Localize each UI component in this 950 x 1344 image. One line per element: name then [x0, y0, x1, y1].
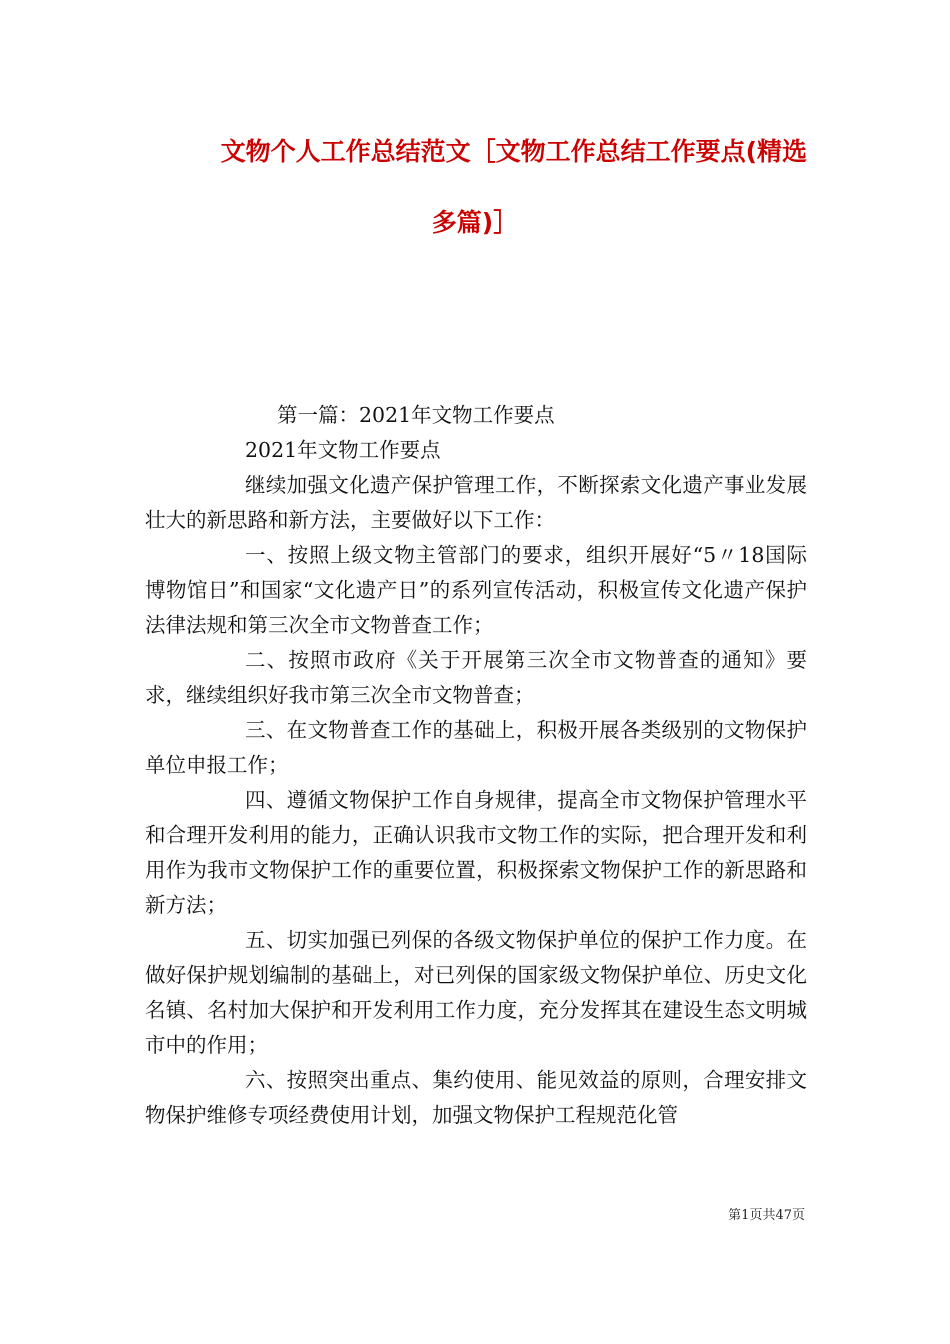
document-title-line-2: 多篇)］: [431, 208, 519, 237]
document-body: [145, 398, 807, 1133]
paragraph-item-3: 三、在文物普查工作的基础上，积极开展各类级别的文物保护单位申报工作；: [145, 718, 807, 777]
sub-heading: 2021年文物工作要点: [245, 438, 441, 462]
paragraph-item-5: 五、切实加强已列保的各级文物保护单位的保护工作力度。在做好保护规划编制的基础上，对已列保的国家级文物保护单位、历史文化名镇、名村加大保护和开发利用工作力度，充分发挥其在建设生态文明城市中的作用；: [145, 928, 807, 1057]
paragraph-item-4: 四、遵循文物保护工作自身规律，提高全市文物保护管理水平和合理开发利用的能力，正确认识我市文物工作的实际，把合理开发和利用作为我市文物保护工作的重要位置，积极探索文物保护工作的新思路和新方法；: [145, 788, 807, 917]
paragraph-intro: 继续加强文化遗产保护管理工作，不断探索文化遗产事业发展壮大的新思路和新方法，主要做好以下工作：: [145, 473, 807, 532]
paragraph-item-6: 六、按照突出重点、集约使用、能见效益的原则，合理安排文物保护维修专项经费使用计划，加强文物保护工程规范化管: [145, 1068, 807, 1127]
paragraph-item-2: 二、按照市政府《关于开展第三次全市文物普查的通知》要求，继续组织好我市第三次全市文物普查；: [145, 648, 807, 707]
page-number-footer: 第1页共47页: [728, 1208, 805, 1223]
section-heading: 第一篇：2021年文物工作要点: [277, 403, 555, 427]
document-title-line-1: 文物个人工作总结范文［文物工作总结工作要点(精选: [220, 137, 807, 166]
paragraph-item-1: 一、按照上级文物主管部门的要求，组织开展好“5〃18国际博物馆日”和国家“文化遗产日”的系列宣传活动，积极宣传文化遗产保护法律法规和第三次全市文物普查工作；: [145, 543, 807, 637]
